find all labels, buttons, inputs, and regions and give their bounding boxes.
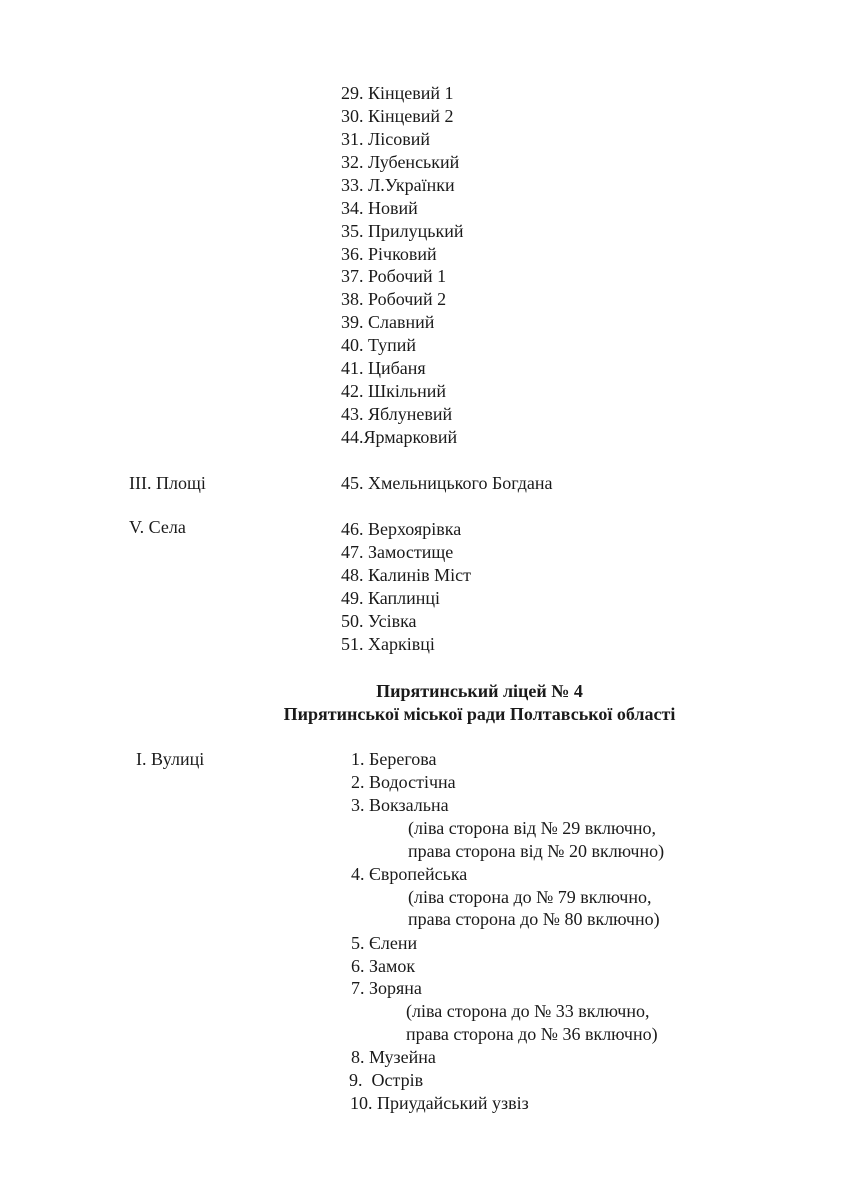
list-item: 51. Харківці — [341, 634, 435, 654]
list-item: 4. Європейська — [351, 864, 468, 884]
list-item: 43. Яблуневий — [341, 404, 453, 424]
list-item: 50. Усівка — [341, 611, 417, 631]
section-label-villages: V. Села — [129, 517, 186, 537]
list-item: 42. Шкільний — [341, 381, 446, 401]
list-item: 10. Приудайський узвіз — [350, 1093, 529, 1113]
list-item-note: (ліва сторона до № 79 включно, — [408, 887, 652, 907]
list-item: 49. Каплинці — [341, 588, 441, 608]
list-item-note: права сторона до № 36 включно) — [406, 1024, 658, 1044]
list-item: 44.Ярмарковий — [341, 427, 458, 447]
list-item: 29. Кінцевий 1 — [341, 83, 454, 103]
list-item: 9. Острів — [349, 1070, 424, 1090]
list-item: 8. Музейна — [351, 1047, 436, 1067]
list-item: 3. Вокзальна — [351, 795, 449, 815]
list-item: 1. Берегова — [351, 749, 437, 769]
list-item: 5. Єлени — [351, 933, 418, 953]
list-item-note: (ліва сторона до № 33 включно, — [406, 1001, 650, 1021]
list-item: 47. Замостище — [341, 542, 454, 562]
list-item: 37. Робочий 1 — [341, 266, 447, 286]
list-item-note: права сторона до № 80 включно) — [408, 909, 660, 929]
list-item: 7. Зоряна — [351, 978, 422, 998]
list-item: 46. Верхоярівка — [341, 519, 462, 539]
list-item: 32. Лубенський — [341, 152, 460, 172]
list-item: 45. Хмельницького Богдана — [341, 473, 553, 493]
list-item: 35. Прилуцький — [341, 221, 464, 241]
list-item: 38. Робочий 2 — [341, 289, 447, 309]
list-item: 48. Калинів Міст — [341, 565, 472, 585]
list-item-note: права сторона від № 20 включно) — [408, 841, 665, 861]
list-item: 2. Водостічна — [351, 772, 456, 792]
list-item: 33. Л.Українки — [341, 175, 455, 195]
list-item-note: (ліва сторона від № 29 включно, — [408, 818, 656, 838]
list-item: 6. Замок — [351, 956, 416, 976]
list-item: 39. Славний — [341, 312, 435, 332]
section-label-streets: І. Вулиці — [136, 749, 205, 769]
list-item: 34. Новий — [341, 198, 418, 218]
list-item: 30. Кінцевий 2 — [341, 106, 454, 126]
list-item: 40. Тупий — [341, 335, 416, 355]
section-label-squares: ІІІ. Площі — [129, 473, 206, 493]
list-item: 31. Лісовий — [341, 129, 430, 149]
list-item: 36. Річковий — [341, 244, 437, 264]
school-heading-line1: Пирятинський ліцей № 4 — [376, 681, 583, 701]
list-item: 41. Цибаня — [341, 358, 426, 378]
school-heading-line2: Пирятинської міської ради Полтавської області — [283, 704, 676, 724]
